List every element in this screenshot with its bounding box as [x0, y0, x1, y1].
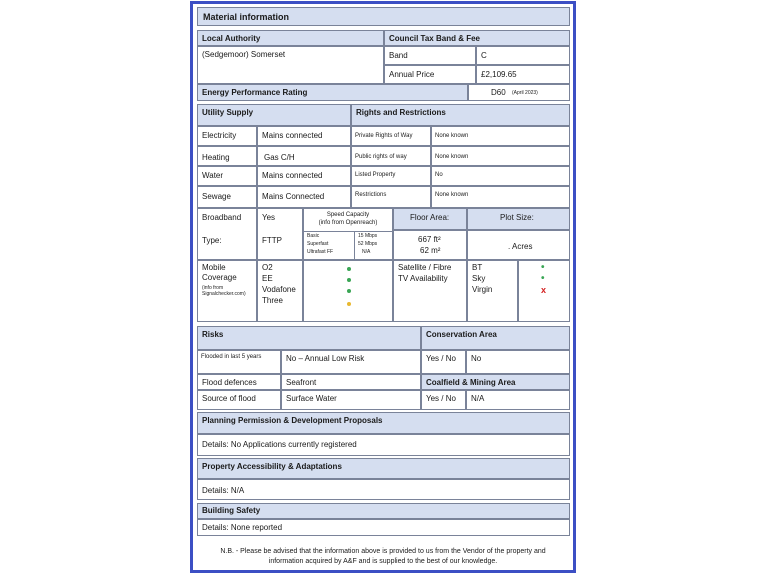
source-value-cell [281, 390, 421, 410]
rights-row [351, 146, 431, 166]
broadband-type-value: FTTP [262, 236, 282, 245]
flooded-label-cell [197, 350, 281, 374]
plot-size-label: Plot Size: [500, 213, 534, 222]
source-label: Source of flood [202, 394, 256, 403]
price-label-cell [384, 65, 476, 84]
coalfield-label: Coalfield & Mining Area [426, 378, 516, 387]
building-safety-label: Building Safety [202, 506, 261, 515]
disclaimer-line-2: information acquired by A&F and is supplied to the best of our knowledge. [268, 558, 498, 565]
mobile-provider: O2 [262, 263, 273, 272]
utility-row [257, 186, 351, 208]
tv-unavailable-icon: x [541, 285, 547, 295]
broadband-value-cell [257, 208, 303, 260]
rights-header [351, 104, 570, 126]
source-value: Surface Water [286, 394, 337, 403]
rights-name: Public rights of way [355, 154, 407, 160]
plot-size-value: . Acres [508, 242, 533, 251]
utility-label: Utility Supply [202, 108, 254, 117]
satellite-status-cell [518, 260, 570, 322]
mobile-provider: Three [262, 296, 283, 305]
rights-row [351, 166, 431, 186]
floor-area-sqm: 62 m² [420, 246, 441, 255]
floor-area-sqft: 667 ft² [418, 235, 441, 244]
utility-name: Sewage [202, 192, 231, 201]
epc-value-cell [468, 84, 570, 101]
utility-value: Mains connected [262, 131, 323, 140]
price-label: Annual Price [389, 70, 435, 79]
disclaimer-line-1: N.B. - Please be advised that the information above is provided to us from the Vendor of the property and [220, 548, 546, 555]
mobile-provider: EE [262, 274, 273, 283]
coalfield-header [421, 374, 570, 390]
title-bar [197, 7, 570, 26]
local-authority-header [197, 30, 384, 46]
mobile-label: Mobile [202, 263, 226, 272]
price-value: £2,109.65 [481, 70, 517, 79]
speed-title: Speed Capacity [326, 212, 370, 218]
accessibility-details-cell [197, 479, 570, 500]
broadband-label: Broadband [202, 213, 242, 222]
price-value-cell [476, 65, 570, 84]
rights-value: None known [435, 192, 469, 198]
utility-value: Mains connected [262, 171, 323, 180]
page-title: Material information [203, 12, 290, 22]
signal-dot-icon [347, 267, 351, 271]
utility-name: Heating [202, 153, 230, 162]
floor-area-cell [393, 230, 467, 260]
satellite-providers-cell [467, 260, 518, 322]
epc-date: (April 2023) [512, 90, 538, 96]
broadband-value: Yes [262, 213, 276, 222]
planning-details-cell [197, 434, 570, 456]
rights-value: None known [435, 133, 469, 139]
rights-row [431, 146, 570, 166]
building-safety-details-cell [197, 519, 570, 536]
mobile-source-site: Signalchecker.com) [202, 291, 246, 297]
conservation-yn-cell [421, 350, 466, 374]
speed-name: Basic [307, 233, 320, 239]
utility-row [257, 146, 351, 166]
accessibility-details: Details: N/A [202, 486, 245, 495]
utility-row [197, 126, 257, 146]
rights-name: Restrictions [355, 192, 387, 198]
utility-name: Electricity [202, 131, 237, 140]
signal-dot-icon [347, 278, 351, 282]
rights-row [431, 126, 570, 146]
epc-header [197, 84, 468, 101]
tv-provider: Virgin [472, 285, 493, 294]
conservation-yes-no: Yes / No [426, 354, 456, 363]
rights-value: None known [435, 154, 469, 160]
rights-row [351, 186, 431, 208]
rights-name: Listed Property [355, 172, 396, 178]
speed-value: N/A [362, 249, 371, 255]
utility-value: Gas C/H [264, 153, 295, 162]
floor-area-header [393, 208, 467, 230]
speed-source: (info from Openreach) [318, 220, 378, 226]
plot-size-header [467, 208, 570, 230]
rights-name: Private Rights of Way [355, 133, 413, 139]
council-tax-header [384, 30, 570, 46]
tv-availability-label: TV Availability [398, 274, 448, 283]
signal-dot-icon [347, 302, 351, 306]
utility-row [197, 166, 257, 186]
floor-area-label: Floor Area: [410, 213, 450, 222]
band-value-cell [476, 46, 570, 65]
speed-capacity-cell [303, 208, 393, 260]
flooded-label: Flooded in last 5 years [201, 354, 262, 360]
speed-name: Superfast [307, 241, 329, 247]
building-safety-details: Details: None reported [202, 523, 283, 532]
mobile-provider: Vodafone [262, 285, 296, 294]
defences-value: Seafront [286, 378, 317, 387]
utility-header [197, 104, 351, 126]
planning-details: Details: No Applications currently registered [202, 440, 357, 449]
rights-label: Rights and Restrictions [356, 108, 446, 117]
conservation-header [421, 326, 570, 350]
material-information-sheet [190, 1, 576, 573]
conservation-label: Conservation Area [426, 330, 497, 339]
defences-label-cell [197, 374, 281, 390]
rights-value: No [435, 172, 443, 178]
building-safety-header [197, 503, 570, 519]
local-authority-cell [197, 46, 384, 84]
source-label-cell [197, 390, 281, 410]
mobile-source: (info from [202, 285, 224, 291]
band-value: C [481, 51, 487, 60]
tv-available-icon: • [541, 273, 545, 284]
broadband-type-label: Type: [202, 236, 222, 245]
plot-size-cell [467, 230, 570, 260]
utility-row [197, 186, 257, 208]
flooded-value-cell [281, 350, 421, 374]
rights-row [351, 126, 431, 146]
conservation-value: No [471, 354, 482, 363]
band-label-cell [384, 46, 476, 65]
flooded-value: No – Annual Low Risk [286, 354, 365, 363]
accessibility-label: Property Accessibility & Adaptations [202, 462, 342, 471]
speed-name: Ultrafast FF [307, 249, 334, 255]
risks-label: Risks [202, 330, 224, 339]
utility-name: Water [202, 171, 224, 180]
tv-available-icon: • [541, 262, 545, 273]
local-authority-value: (Sedgemoor) Somerset [202, 50, 286, 59]
coalfield-yes-no: Yes / No [426, 394, 456, 403]
rights-row [431, 186, 570, 208]
tv-provider: Sky [472, 274, 486, 283]
utility-row [197, 146, 257, 166]
mobile-signal-cell [303, 260, 393, 322]
speed-value: 15 Mbps [358, 233, 378, 239]
coalfield-value: N/A [471, 394, 485, 403]
satellite-label: Satellite / Fibre [398, 263, 452, 272]
defences-label: Flood defences [202, 378, 257, 387]
epc-value: D60 [491, 88, 506, 97]
speed-value: 52 Mbps [358, 241, 378, 247]
signal-dot-icon [347, 289, 351, 293]
epc-label: Energy Performance Rating [202, 88, 308, 97]
defences-value-cell [281, 374, 421, 390]
coalfield-yn-cell [421, 390, 466, 410]
utility-row [257, 166, 351, 186]
band-label: Band [389, 51, 408, 60]
mobile-providers-cell [257, 260, 303, 322]
planning-label: Planning Permission & Development Proposals [202, 416, 383, 425]
tv-provider: BT [472, 263, 483, 272]
coalfield-value-cell [466, 390, 570, 410]
mobile-label-coverage: Coverage [202, 273, 237, 282]
conservation-value-cell [466, 350, 570, 374]
accessibility-header [197, 458, 570, 479]
planning-header [197, 412, 570, 434]
rights-row [431, 166, 570, 186]
council-tax-label: Council Tax Band & Fee [389, 34, 480, 43]
satellite-label-cell [393, 260, 467, 322]
mobile-label-cell [197, 260, 257, 322]
broadband-label-cell [197, 208, 257, 260]
local-authority-label: Local Authority [202, 34, 261, 43]
utility-row [257, 126, 351, 146]
risks-header [197, 326, 421, 350]
utility-value: Mains Connected [262, 192, 325, 201]
